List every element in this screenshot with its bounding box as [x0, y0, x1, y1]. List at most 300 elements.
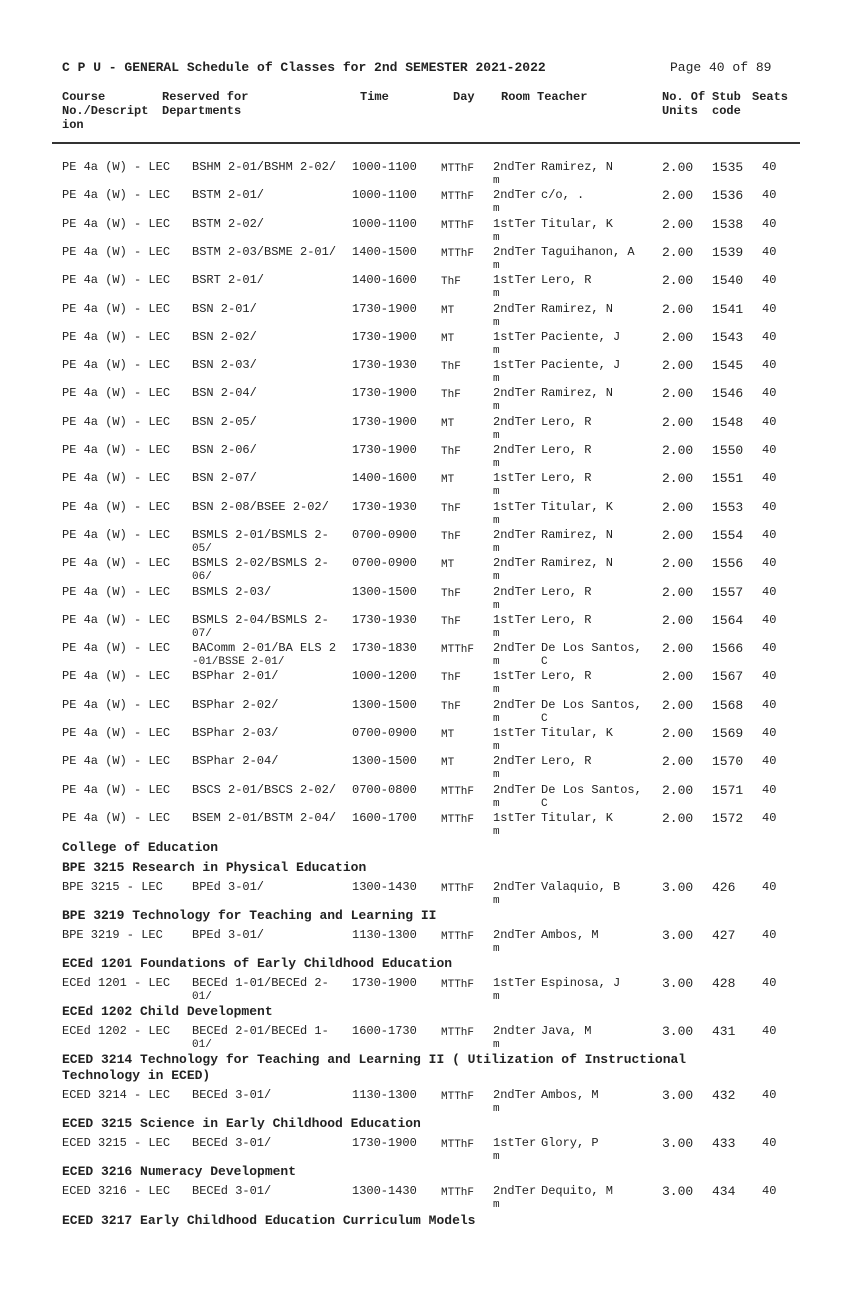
stub-code: 1545 — [712, 358, 744, 374]
class-time: 1300-1430 — [352, 880, 417, 894]
table-row — [0, 613, 850, 641]
class-time: 1730-1900 — [352, 1136, 417, 1150]
seats: 40 — [762, 1136, 777, 1150]
table-row — [0, 698, 850, 726]
table-row — [0, 928, 850, 956]
teacher: Lero, R — [541, 414, 592, 429]
stub-code: 1551 — [712, 471, 744, 487]
seats: 40 — [762, 188, 777, 203]
stub-code: 1556 — [712, 556, 744, 572]
table-row — [0, 245, 850, 273]
reserved-departments: BSEM 2-01/BSTM 2-04/ — [192, 810, 337, 825]
stub-code: 1568 — [712, 697, 744, 713]
seats: 40 — [762, 584, 777, 599]
stub-code: 1541 — [712, 301, 744, 317]
stub-code: 1539 — [712, 244, 744, 260]
reserved-departments: BSMLS 2-01/BSMLS 2- 05/ — [192, 527, 329, 555]
room: 1stTer m — [493, 1136, 537, 1163]
course-code: PE 4a (W) - LEC — [62, 556, 171, 571]
column-header-departments: Reserved for Departments — [162, 90, 249, 118]
class-days: MT — [441, 332, 455, 345]
class-time: 1000-1100 — [352, 216, 417, 231]
reserved-departments: BSN 2-07/ — [192, 471, 257, 486]
course-code: ECED 3214 - LEC — [62, 1088, 171, 1102]
seats: 40 — [762, 612, 777, 627]
reserved-departments: BSMLS 2-03/ — [192, 584, 272, 599]
class-time: 1730-1930 — [352, 612, 417, 627]
course-section-title-cont: Technology in ECED) — [62, 1068, 211, 1083]
seats: 40 — [762, 414, 777, 429]
room: 1stTer m — [493, 726, 537, 753]
room: 2ndTer m — [493, 782, 537, 810]
seats: 40 — [762, 880, 777, 894]
table-row — [0, 358, 850, 386]
class-days: MTThF — [441, 883, 475, 895]
table-row — [0, 726, 850, 754]
column-header-units: No. Of Units — [662, 90, 706, 118]
course-code: PE 4a (W) - LEC — [62, 301, 171, 316]
class-days: ThF — [441, 587, 461, 600]
class-days: MTThF — [441, 1187, 475, 1199]
class-days: MT — [441, 757, 455, 770]
column-header-room-teacher: Room Teacher — [501, 90, 588, 104]
column-header-course: Course No./Descript ion — [62, 90, 149, 132]
seats: 40 — [762, 499, 777, 514]
seats: 40 — [762, 928, 777, 942]
room: 2ndTer m — [493, 641, 537, 669]
units: 2.00 — [662, 188, 694, 204]
course-section-title: ECEd 1201 Foundations of Early Childhood Education — [62, 956, 453, 971]
units: 2.00 — [662, 527, 694, 543]
units: 2.00 — [662, 726, 694, 741]
teacher: Ambos, M — [541, 928, 599, 942]
room: 2ndTer m — [493, 301, 537, 329]
seats: 40 — [762, 697, 777, 712]
units: 2.00 — [662, 301, 694, 317]
class-days: ThF — [441, 615, 461, 628]
units: 2.00 — [662, 386, 694, 402]
reserved-departments: BSCS 2-01/BSCS 2-02/ — [192, 782, 337, 797]
room: 1stTer m — [493, 471, 537, 499]
units: 2.00 — [662, 810, 694, 826]
seats: 40 — [762, 810, 777, 825]
table-row — [0, 669, 850, 697]
table-row — [0, 386, 850, 414]
course-code: BPE 3219 - LEC — [62, 928, 163, 942]
units: 2.00 — [662, 414, 694, 430]
reserved-departments: BECEd 3-01/ — [192, 1136, 272, 1150]
table-row — [0, 1088, 850, 1116]
class-time: 1000-1100 — [352, 188, 417, 203]
course-code: PE 4a (W) - LEC — [62, 669, 171, 684]
course-code: PE 4a (W) - LEC — [62, 216, 171, 231]
units: 2.00 — [662, 443, 694, 458]
class-days: ThF — [441, 446, 461, 458]
stub-code: 1538 — [712, 216, 744, 232]
reserved-departments: BSN 2-01/ — [192, 301, 257, 316]
teacher: Titular, K — [541, 810, 614, 825]
class-days: ThF — [441, 700, 461, 713]
seats: 40 — [762, 301, 777, 316]
teacher: Lero, R — [541, 669, 592, 684]
class-days: MTThF — [441, 191, 475, 204]
class-time: 1300-1500 — [352, 697, 417, 712]
course-code: PE 4a (W) - LEC — [62, 329, 171, 344]
table-row — [0, 160, 850, 188]
course-code: ECEd 1201 - LEC — [62, 976, 171, 990]
reserved-departments: BSN 2-04/ — [192, 386, 257, 401]
room: 1stTer m — [493, 273, 537, 301]
room: 2ndTer m — [493, 697, 537, 725]
class-days: MT — [441, 304, 455, 317]
room: 2ndTer m — [493, 160, 537, 187]
teacher: Titular, K — [541, 499, 614, 514]
room: 1stTer m — [493, 976, 537, 1003]
column-header-time: Time — [360, 90, 389, 104]
course-code: PE 4a (W) - LEC — [62, 782, 171, 797]
class-days: MTThF — [441, 1091, 475, 1103]
course-code: PE 4a (W) - LEC — [62, 358, 171, 373]
reserved-departments: BSMLS 2-02/BSMLS 2- 06/ — [192, 556, 329, 584]
class-days: MTThF — [441, 979, 475, 991]
class-days: MT — [441, 417, 455, 430]
room: 2ndTer m — [493, 928, 537, 955]
column-header-day: Day — [453, 90, 475, 104]
seats: 40 — [762, 1088, 777, 1102]
stub-code: 427 — [712, 928, 736, 943]
table-row — [0, 471, 850, 499]
seats: 40 — [762, 358, 777, 373]
class-time: 0700-0800 — [352, 782, 417, 797]
stub-code: 1540 — [712, 273, 744, 289]
units: 2.00 — [662, 641, 694, 657]
reserved-departments: BSTM 2-02/ — [192, 216, 265, 231]
table-row — [0, 443, 850, 471]
course-code: PE 4a (W) - LEC — [62, 443, 171, 457]
course-section-title: ECED 3214 Technology for Teaching and Learning II ( Utilization of Instructional — [62, 1052, 687, 1067]
teacher: Paciente, J — [541, 329, 621, 344]
reserved-departments: BECEd 3-01/ — [192, 1184, 272, 1198]
stub-code: 428 — [712, 976, 736, 991]
class-days: ThF — [441, 672, 461, 685]
stub-code: 434 — [712, 1184, 736, 1199]
teacher: Ramirez, N — [541, 301, 614, 316]
room: 1stTer m — [493, 358, 537, 386]
seats: 40 — [762, 976, 777, 990]
reserved-departments: BSPhar 2-03/ — [192, 726, 279, 740]
class-days: MTThF — [441, 813, 475, 826]
table-row — [0, 1136, 850, 1164]
course-code: PE 4a (W) - LEC — [62, 499, 171, 514]
class-time: 1300-1500 — [352, 754, 417, 769]
room: 2ndTer m — [493, 1184, 537, 1211]
room: 2ndTer m — [493, 556, 537, 584]
class-time: 1730-1930 — [352, 499, 417, 514]
course-code: ECED 3215 - LEC — [62, 1136, 171, 1150]
seats: 40 — [762, 244, 777, 259]
units: 2.00 — [662, 216, 694, 232]
units: 3.00 — [662, 1184, 694, 1199]
room: 2ndTer m — [493, 188, 537, 216]
class-time: 1300-1500 — [352, 584, 417, 599]
stub-code: 1535 — [712, 160, 744, 175]
units: 2.00 — [662, 471, 694, 487]
class-time: 1400-1600 — [352, 471, 417, 486]
class-time: 0700-0900 — [352, 556, 417, 571]
stub-code: 1548 — [712, 414, 744, 430]
seats: 40 — [762, 160, 777, 174]
teacher: De Los Santos, C — [541, 697, 642, 725]
table-row — [0, 783, 850, 811]
teacher: Ramirez, N — [541, 556, 614, 571]
stub-code: 1557 — [712, 584, 744, 600]
class-time: 0700-0900 — [352, 726, 417, 740]
class-time: 1730-1900 — [352, 301, 417, 316]
seats: 40 — [762, 726, 777, 740]
units: 2.00 — [662, 499, 694, 515]
header-divider — [52, 142, 800, 144]
class-days: ThF — [441, 530, 461, 543]
units: 3.00 — [662, 1136, 694, 1151]
course-code: PE 4a (W) - LEC — [62, 641, 171, 656]
class-time: 1300-1430 — [352, 1184, 417, 1198]
teacher: Taguihanon, A — [541, 244, 635, 259]
reserved-departments: BECEd 2-01/BECEd 1- 01/ — [192, 1024, 329, 1051]
teacher: Espinosa, J — [541, 976, 621, 990]
class-time: 1730-1900 — [352, 443, 417, 457]
reserved-departments: BSN 2-05/ — [192, 414, 257, 429]
room: 2ndTer m — [493, 584, 537, 612]
class-days: MT — [441, 559, 455, 572]
class-days: ThF — [441, 389, 461, 402]
room: 2ndTer m — [493, 244, 537, 272]
class-time: 1400-1500 — [352, 244, 417, 259]
stub-code: 1566 — [712, 641, 744, 657]
course-section-title: ECED 3216 Numeracy Development — [62, 1164, 297, 1179]
units: 2.00 — [662, 273, 694, 289]
reserved-departments: BSPhar 2-01/ — [192, 669, 279, 684]
table-row — [0, 217, 850, 245]
teacher: Ambos, M — [541, 1088, 599, 1102]
table-row — [0, 754, 850, 782]
class-days: MTThF — [441, 219, 475, 232]
reserved-departments: BSHM 2-01/BSHM 2-02/ — [192, 160, 337, 174]
units: 2.00 — [662, 556, 694, 572]
units: 2.00 — [662, 329, 694, 345]
seats: 40 — [762, 273, 777, 288]
course-section-title: BPE 3215 Research in Physical Education — [62, 860, 367, 875]
class-days: MTThF — [441, 644, 475, 657]
course-code: PE 4a (W) - LEC — [62, 726, 171, 740]
units: 3.00 — [662, 928, 694, 943]
room: 2ndter m — [493, 1024, 537, 1051]
class-time: 1130-1300 — [352, 1088, 417, 1102]
reserved-departments: BSN 2-08/BSEE 2-02/ — [192, 499, 329, 514]
reserved-departments: BECEd 3-01/ — [192, 1088, 272, 1102]
room: 2ndTer m — [493, 880, 537, 907]
units: 2.00 — [662, 754, 694, 770]
seats: 40 — [762, 754, 777, 769]
table-row — [0, 880, 850, 908]
stub-code: 1571 — [712, 782, 744, 798]
course-code: PE 4a (W) - LEC — [62, 584, 171, 599]
class-time: 1130-1300 — [352, 928, 417, 942]
teacher: Glory, P — [541, 1136, 599, 1150]
units: 2.00 — [662, 244, 694, 260]
units: 2.00 — [662, 669, 694, 685]
reserved-departments: BECEd 1-01/BECEd 2- 01/ — [192, 976, 329, 1003]
page-number: Page 40 of 89 — [670, 60, 772, 75]
course-section-title: ECED 3217 Early Childhood Education Curriculum Models — [62, 1213, 476, 1228]
units: 3.00 — [662, 880, 694, 895]
reserved-departments: BPEd 3-01/ — [192, 928, 265, 942]
class-days: MTThF — [441, 931, 475, 943]
course-code: PE 4a (W) - LEC — [62, 471, 171, 486]
teacher: Dequito, M — [541, 1184, 614, 1198]
units: 2.00 — [662, 358, 694, 374]
reserved-departments: BSPhar 2-04/ — [192, 754, 279, 769]
stub-code: 1536 — [712, 188, 744, 204]
room: 1stTer m — [493, 329, 537, 357]
stub-code: 1564 — [712, 612, 744, 628]
table-row — [0, 273, 850, 301]
seats: 40 — [762, 216, 777, 231]
stub-code: 1569 — [712, 726, 744, 741]
course-code: ECED 3216 - LEC — [62, 1184, 171, 1198]
class-time: 1730-1930 — [352, 358, 417, 373]
course-code: PE 4a (W) - LEC — [62, 612, 171, 627]
course-code: PE 4a (W) - LEC — [62, 244, 171, 259]
teacher: Lero, R — [541, 471, 592, 486]
class-days: MT — [441, 474, 455, 487]
class-time: 1600-1700 — [352, 810, 417, 825]
room: 2ndTer m — [493, 414, 537, 442]
table-row — [0, 976, 850, 1004]
document-title: C P U - GENERAL Schedule of Classes for 2nd SEMESTER 2021-2022 — [62, 60, 546, 75]
room: 1stTer m — [493, 499, 537, 527]
reserved-departments: BSRT 2-01/ — [192, 273, 265, 288]
seats: 40 — [762, 669, 777, 684]
course-code: PE 4a (W) - LEC — [62, 527, 171, 542]
table-row — [0, 500, 850, 528]
teacher: c/o, . — [541, 188, 585, 203]
reserved-departments: BPEd 3-01/ — [192, 880, 265, 894]
stub-code: 1567 — [712, 669, 744, 685]
table-row — [0, 556, 850, 584]
units: 2.00 — [662, 697, 694, 713]
course-section-title: ECED 3215 Science in Early Childhood Education — [62, 1116, 421, 1131]
class-days: ThF — [441, 502, 461, 515]
units: 3.00 — [662, 1024, 694, 1039]
column-header-stub-code: Stub code — [712, 90, 741, 118]
class-time: 1730-1900 — [352, 329, 417, 344]
course-code: ECEd 1202 - LEC — [62, 1024, 171, 1038]
table-row — [0, 641, 850, 669]
room: 2ndTer m — [493, 527, 537, 555]
seats: 40 — [762, 386, 777, 401]
teacher: Paciente, J — [541, 358, 621, 373]
course-code: PE 4a (W) - LEC — [62, 273, 171, 288]
class-time: 1730-1900 — [352, 386, 417, 401]
seats: 40 — [762, 556, 777, 571]
teacher: Java, M — [541, 1024, 592, 1038]
table-row — [0, 188, 850, 216]
class-days: MT — [441, 729, 455, 741]
column-header-seats: Seats — [752, 90, 789, 104]
table-row — [0, 811, 850, 839]
reserved-departments: BSN 2-02/ — [192, 329, 257, 344]
stub-code: 1570 — [712, 754, 744, 770]
class-time: 1000-1200 — [352, 669, 417, 684]
course-code: PE 4a (W) - LEC — [62, 188, 171, 203]
class-days: ThF — [441, 361, 461, 374]
seats: 40 — [762, 527, 777, 542]
reserved-departments: BSMLS 2-04/BSMLS 2- 07/ — [192, 612, 329, 640]
table-row — [0, 330, 850, 358]
class-days: MTThF — [441, 785, 475, 798]
reserved-departments: BSN 2-06/ — [192, 443, 257, 457]
stub-code: 1554 — [712, 527, 744, 543]
units: 3.00 — [662, 976, 694, 991]
class-days: MTThF — [441, 163, 475, 175]
teacher: Lero, R — [541, 754, 592, 769]
table-row — [0, 1024, 850, 1052]
reserved-departments: BSPhar 2-02/ — [192, 697, 279, 712]
table-row — [0, 415, 850, 443]
room: 1stTer m — [493, 216, 537, 244]
stub-code: 1572 — [712, 810, 744, 826]
seats: 40 — [762, 1024, 777, 1038]
course-code: PE 4a (W) - LEC — [62, 810, 171, 825]
stub-code: 1553 — [712, 499, 744, 515]
course-code: PE 4a (W) - LEC — [62, 414, 171, 429]
table-row — [0, 585, 850, 613]
class-time: 1730-1900 — [352, 414, 417, 429]
course-code: PE 4a (W) - LEC — [62, 754, 171, 769]
class-time: 1000-1100 — [352, 160, 417, 174]
table-row — [0, 302, 850, 330]
seats: 40 — [762, 1184, 777, 1198]
reserved-departments: BAComm 2-01/BA ELS 2 -01/BSSE 2-01/ — [192, 641, 337, 669]
teacher: Ramirez, N — [541, 386, 614, 401]
class-time: 0700-0900 — [352, 527, 417, 542]
seats: 40 — [762, 641, 777, 656]
course-section-title: BPE 3219 Technology for Teaching and Learning II — [62, 908, 437, 923]
class-days: ThF — [441, 276, 461, 289]
teacher: Lero, R — [541, 273, 592, 288]
teacher: Valaquio, B — [541, 880, 621, 894]
course-section-title: ECEd 1202 Child Development — [62, 1004, 273, 1019]
room: 1stTer m — [493, 810, 537, 838]
units: 2.00 — [662, 612, 694, 628]
class-days: MTThF — [441, 1027, 475, 1039]
table-row — [0, 528, 850, 556]
class-days: MTThF — [441, 1139, 475, 1151]
teacher: Titular, K — [541, 726, 614, 740]
room: 1stTer m — [493, 612, 537, 640]
seats: 40 — [762, 782, 777, 797]
class-days: MTThF — [441, 247, 475, 260]
teacher: Titular, K — [541, 216, 614, 231]
table-row — [0, 1184, 850, 1212]
course-code: BPE 3215 - LEC — [62, 880, 163, 894]
stub-code: 433 — [712, 1136, 736, 1151]
room: 2ndTer m — [493, 754, 537, 782]
class-time: 1600-1730 — [352, 1024, 417, 1038]
stub-code: 431 — [712, 1024, 736, 1039]
seats: 40 — [762, 471, 777, 486]
units: 2.00 — [662, 160, 694, 175]
